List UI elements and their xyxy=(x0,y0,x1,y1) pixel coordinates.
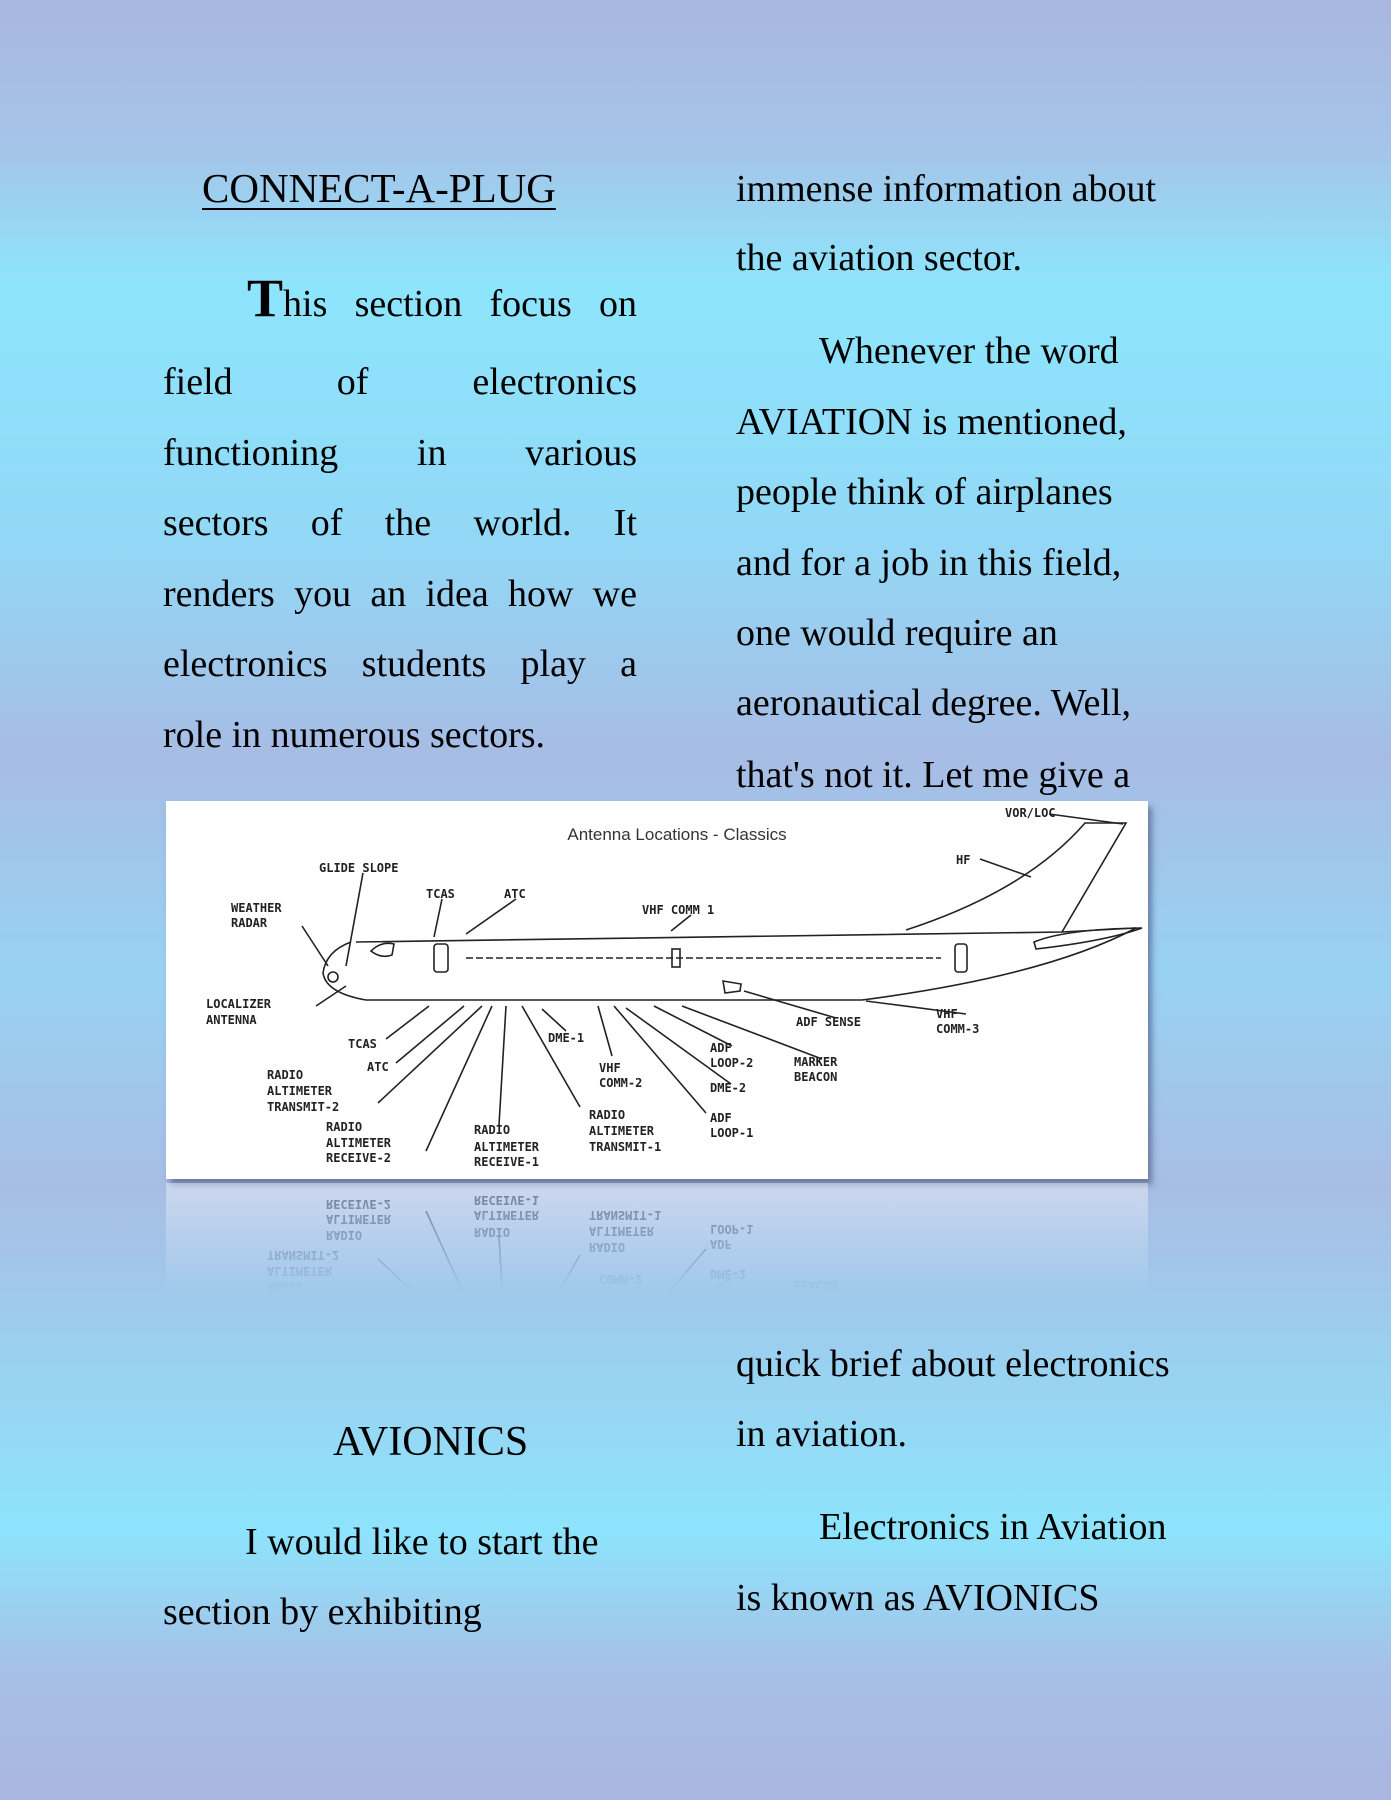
diagram-reflection xyxy=(166,1183,1148,1293)
drop-cap: T xyxy=(247,268,284,328)
label-adf-sense: ADF SENSE xyxy=(796,1015,862,1029)
label-adf-loop-1: ADF xyxy=(710,1111,732,1125)
label-ra-receive-1: ALTIMETER xyxy=(474,1140,540,1154)
intro-line: sectors of the world. It xyxy=(163,502,637,544)
intro-text: his section focus on xyxy=(283,283,637,325)
label-ra-receive-1: RADIO xyxy=(474,1123,511,1137)
label-vhf-comm-1: VHF COMM 1 xyxy=(642,903,715,917)
label-localizer: ANTENNA xyxy=(206,1013,257,1027)
right-line: in aviation. xyxy=(736,1413,907,1455)
section-heading-avionics: AVIONICS xyxy=(333,1419,529,1465)
avionics-line: section by exhibiting xyxy=(163,1591,482,1633)
label-ra-receive-2: RADIO xyxy=(326,1120,363,1134)
label-ra-transmit-1: ALTIMETER xyxy=(589,1124,655,1138)
right-line: AVIATION is mentioned, xyxy=(736,401,1127,443)
label-ra-transmit-1: RADIO xyxy=(589,1108,626,1122)
label-marker-beacon: MARKER xyxy=(794,1055,838,1069)
label-adf-loop-2: LOOP-2 xyxy=(710,1056,754,1070)
label-vhf-comm-3: VHF xyxy=(936,1007,958,1021)
avionics-line: I would like to start the xyxy=(245,1521,599,1563)
label-glide-slope: GLIDE SLOPE xyxy=(319,861,399,875)
label-adf-loop-1: LOOP-1 xyxy=(710,1126,754,1140)
intro-line xyxy=(163,268,637,328)
intro-line: renders you an idea how we xyxy=(163,573,637,615)
right-line: quick brief about electronics xyxy=(736,1343,1170,1385)
page-title: CONNECT-A-PLUG xyxy=(202,165,556,211)
label-tcas-top: TCAS xyxy=(426,887,455,901)
intro-line: functioning in various xyxy=(163,432,637,474)
right-line: the aviation sector. xyxy=(736,237,1022,279)
label-dme-2: DME-2 xyxy=(710,1081,747,1095)
right-line: that's not it. Let me give a xyxy=(736,754,1131,796)
intro-line: role in numerous sectors. xyxy=(163,714,546,756)
right-line: and for a job in this field, xyxy=(736,542,1122,584)
label-ra-receive-2: RECEIVE-2 xyxy=(326,1151,392,1165)
diagram-title: Antenna Locations - Classics xyxy=(567,825,787,844)
right-line: aeronautical degree. Well, xyxy=(736,682,1132,724)
label-dme-1: DME-1 xyxy=(548,1031,585,1045)
label-localizer: LOCALIZER xyxy=(206,997,272,1011)
label-ra-transmit-2: RADIO xyxy=(267,1068,304,1082)
label-atc-bottom: ATC xyxy=(367,1060,389,1074)
intro-line: electronics students play a xyxy=(163,643,637,685)
label-ra-receive-2: ALTIMETER xyxy=(326,1136,392,1150)
label-weather-radar: RADAR xyxy=(231,916,268,930)
right-line: people think of airplanes xyxy=(736,471,1113,513)
label-ra-receive-1: RECEIVE-1 xyxy=(474,1155,540,1169)
right-line: Electronics in Aviation xyxy=(819,1506,1167,1548)
label-vhf-comm-3: COMM-3 xyxy=(936,1022,980,1036)
right-line: is known as AVIONICS xyxy=(736,1577,1100,1619)
label-adf-loop-2: ADF xyxy=(710,1041,732,1055)
label-ra-transmit-1: TRANSMIT-1 xyxy=(589,1140,662,1154)
right-line: Whenever the word xyxy=(819,330,1119,372)
label-marker-beacon: BEACON xyxy=(794,1070,838,1084)
label-ra-transmit-2: TRANSMIT-2 xyxy=(267,1100,340,1114)
label-vhf-comm-2: COMM-2 xyxy=(599,1076,643,1090)
label-ra-transmit-2: ALTIMETER xyxy=(267,1084,333,1098)
label-vor-loc: VOR/LOC xyxy=(1005,806,1056,820)
intro-line: field of electronics xyxy=(163,361,637,403)
antenna-locations-diagram xyxy=(166,801,1148,1179)
label-vhf-comm-2: VHF xyxy=(599,1061,621,1075)
label-hf: HF xyxy=(956,853,971,867)
right-line: one would require an xyxy=(736,612,1058,654)
label-atc-top: ATC xyxy=(504,887,526,901)
label-weather-radar: WEATHER xyxy=(231,901,282,915)
label-tcas-bottom: TCAS xyxy=(348,1037,377,1051)
right-line: immense information about xyxy=(736,168,1157,210)
